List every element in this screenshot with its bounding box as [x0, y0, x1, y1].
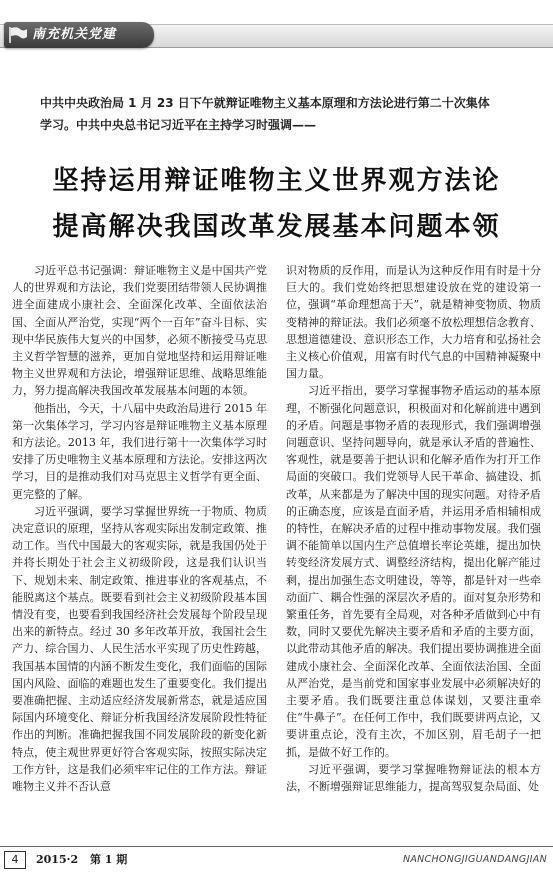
- body-column-right: [286, 262, 541, 840]
- issue-label: 第 1 期: [89, 853, 128, 866]
- article-title-line-2: 提高解决我国改革发展基本问题本领: [52, 212, 501, 242]
- body-paragraph-continued: 识对物质的反作用，而是认为这种反作用有时是十分巨大的。我们党始终把思想建设放在党的建设第一位，强调“革命理想高于天”，就是精神变物质、物质变精神的辩证法。我们必须毫不放松理想信念教育、思想道德建设、意识形态工作，大力培育和弘扬社会主义核心价值观，用富有时代气息的中国精神凝聚中国力量。: [286, 264, 541, 381]
- article-lead: 中共中央政治局 1 月 23 日下午就辩证唯物主义基本原理和方法论进行第二十次集体学习。中共中央总书记习近平在主持学习时强调——: [40, 96, 490, 132]
- party-flag-icon: [8, 26, 28, 44]
- body-paragraph: 习近平强调，要学习掌握唯物辩证法的根本方法，不断增强辩证思维能力，提高驾驭复杂局面、处: [286, 762, 541, 794]
- section-title: 南充机关党建: [32, 27, 117, 42]
- page-number: 4: [4, 851, 26, 869]
- article-title-line-1: 坚持运用辩证唯物主义世界观方法论: [52, 166, 501, 196]
- footer-rule: [0, 846, 553, 847]
- body-column-left: [12, 262, 267, 840]
- body-paragraph: 习近平强调，要学习掌握世界统一于物质、物质决定意识的原理，坚持从客观实际出发制定政策、推动工作。当代中国最大的客观实际，就是我国仍处于并将长期处于社会主义初级阶段，这是我们认识当下、规划未来、制定政策、推进事业的客观基点，不能脱离这个基点。既要看到社会主义初级阶段基本国情没有变，也要看到我国经济社会发展每个阶段呈现出来的新特点。经过 30 多年改革开放，我国社会生产力、综合国力、人民生活水平实现了历史性跨越，我国基本国情的内涵不断发生变化，我们面临的国际国内风险、面临的难题也发生了重要变化。我们提出要准确把握、主动适应经济发展新常态，就是适应国际国内环境变化、辩证分析我国经济发展阶段性特征作出的判断。准确把握我国不同发展阶段的新变化新特点，使主观世界更好符合客观实际，按照实际决定工作方针，这是我们必须牢牢记住的工作方法。辩证唯物主义并不否认意: [12, 504, 267, 794]
- body-paragraph: 他指出，今天，十八届中央政治局进行 2015 年第一次集体学习，学习内容是辩证唯物主义基本原理和方法论。2013 年，我们进行第十一次集体学习时安排了历史唯物主义基本原理和方法论。安排这两次学习，目的是推动我们对马克思主义哲学有更全面、更完整的了解。: [12, 401, 267, 501]
- issue-year: 2015·2: [36, 853, 79, 866]
- magazine-pinyin-name: NANCHONGJIGUANDANGJIAN: [402, 854, 547, 865]
- issue-info: [36, 851, 135, 869]
- page-header: [0, 0, 553, 50]
- body-paragraph: 习近平指出，要学习掌握事物矛盾运动的基本原理，不断强化问题意识，积极面对和化解前进中遇到的矛盾。问题是事物矛盾的表现形式，我们强调增强问题意识、坚持问题导向，就是承认矛盾的普遍性、客观性，就是要善于把认识和化解矛盾作为打开工作局面的突破口。我们党领导人民干革命、搞建设、抓改革，从来都是为了解决中国的现实问题。对待矛盾的正确态度，应该是直面矛盾，并运用矛盾相辅相成的特性，在解决矛盾的过程中推动事物发展。我们强调不能简单以国内生产总值增长率论英雄，提出加快转变经济发展方式、调整经济结构，提出化解产能过剩，提出加强生态文明建设，等等，都是针对一些牵动面广、耦合性强的深层次矛盾的。面对复杂形势和繁重任务，首先要有全局观，对各种矛盾做到心中有数，同时又要优先解决主要矛盾和矛盾的主要方面，以此带动其他矛盾的解决。我们提出要协调推进全面建成小康社会、全面深化改革、全面依法治国、全面从严治党，是当前党和国家事业发展中必须解决好的主要矛盾。我们既要注重总体谋划，又要注重牵住“牛鼻子”。在任何工作中，我们既要讲两点论，又要讲重点论，没有主次，不加区别，眉毛胡子一把抓，是做不好工作的。: [286, 384, 541, 759]
- body-paragraph: 习近平总书记强调：辩证唯物主义是中国共产党人的世界观和方法论，我们党要团结带领人民协调推进全面建成小康社会、全面深化改革、全面依法治国、全面从严治党，实现“两个一百年”奋斗目标、实现中华民族伟大复兴的中国梦，必须不断接受马克思主义哲学智慧的滋养，更加自觉地坚持和运用辩证唯物主义世界观和方法论，增强辩证思维、战略思维能力，努力提高解决我国改革发展基本问题的本领。: [12, 264, 267, 398]
